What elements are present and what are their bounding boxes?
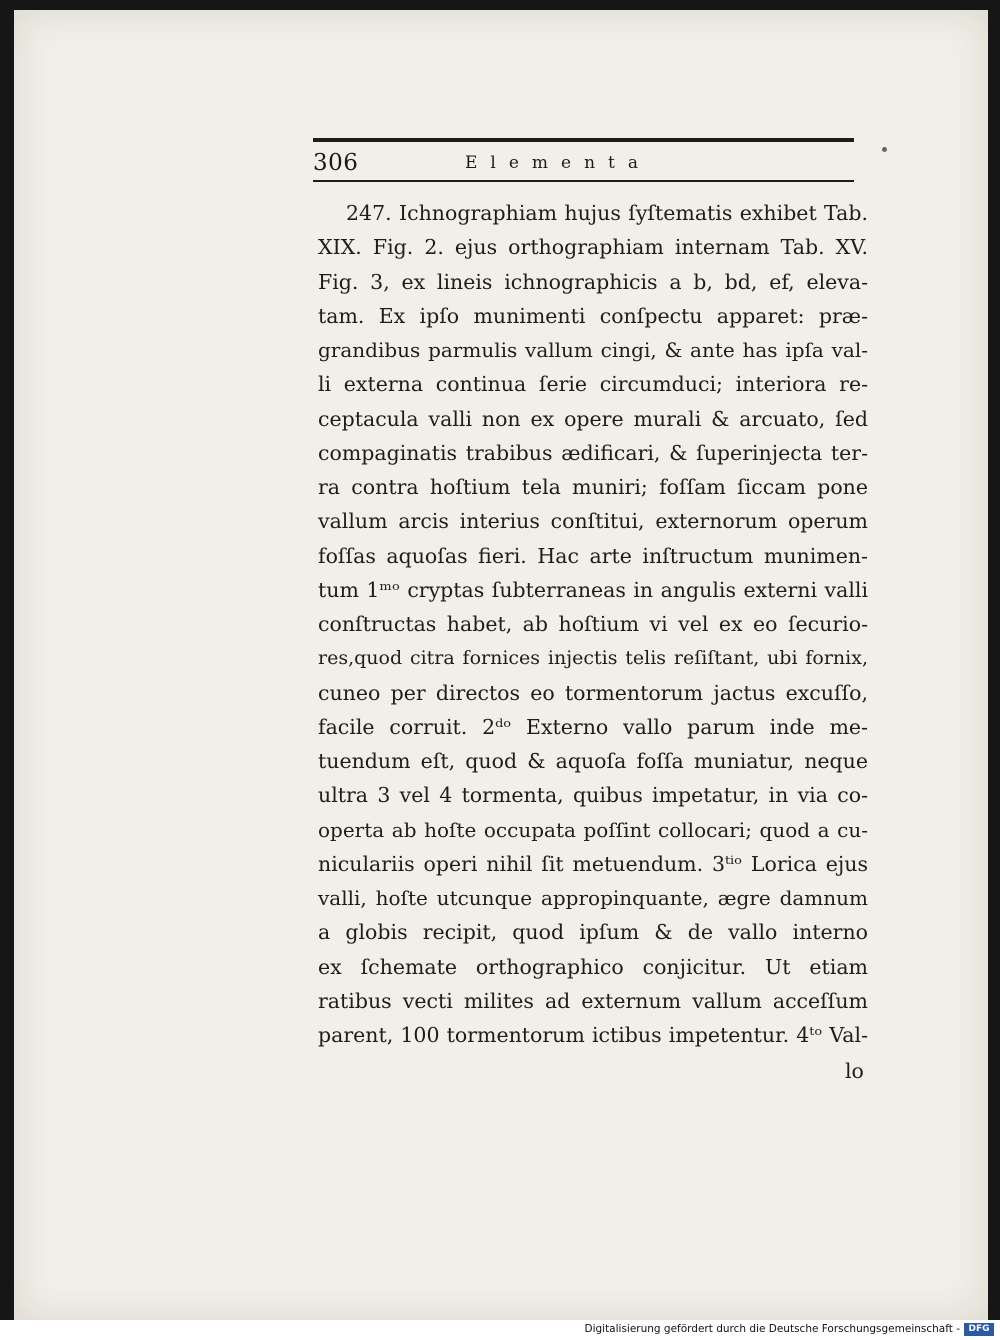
text-line: facile corruit. 2ᵈᵒ Externo vallo parum inde me- — [318, 714, 868, 739]
text-line: 247. Ichnographiam hujus ſyſtematis exhibet Tab. — [346, 201, 868, 225]
header-rule-bottom — [313, 180, 854, 182]
text-line: operta ab hoſte occupata poſſint collocari; quod a cu- — [318, 817, 868, 842]
text-line: Fig. 3, ex lineis ichnographicis a b, bd, ef, eleva- — [318, 269, 868, 294]
text-line: ratibus vecti milites ad externum vallum acceſſum — [318, 988, 868, 1013]
text-line: conſtructas habet, ab hoſtium vi vel ex eo ſecurio- — [318, 612, 868, 636]
running-head: Elementa — [465, 153, 652, 173]
text-line: ultra 3 vel 4 tormenta, quibus impetatur, in via co- — [318, 783, 868, 808]
catchword: lo — [845, 1059, 864, 1083]
text-line: grandibus parmulis vallum cingi, & ante has ipſa val- — [318, 338, 868, 362]
text-line: res,quod citra fornices injectis telis reſiſtant, ubi fornix, — [318, 647, 868, 670]
text-line: li externa continua ſerie circumduci; interiora re- — [318, 372, 868, 397]
text-line: ra contra hoſtium tela muniri; foſſam ſiccam pone — [318, 475, 868, 499]
text-line: ex ſchemate orthographico conjicitur. Ut etiam — [318, 954, 868, 979]
text-line: vallum arcis interius conſtitui, externorum operum — [318, 509, 868, 534]
text-line: parent, 100 tormentorum ictibus impetentur. 4ᵗᵒ Val- — [318, 1023, 868, 1047]
page-number: 306 — [313, 150, 359, 176]
text-line: compaginatis trabibus ædificari, & ſuperinjecta ter- — [318, 440, 868, 465]
text-line: valli, hoſte utcunque appropinquante, ægre damnum — [318, 886, 868, 910]
text-line: a globis recipit, quod ipſum & de vallo interno — [318, 920, 868, 945]
text-line: niculariis operi nihil ſit metuendum. 3ᵗⁱᵒ Lorica ejus — [318, 851, 868, 876]
text-line: foſſas aquoſas fieri. Hac arte inſtructum munimen- — [318, 543, 868, 568]
header-rule-top — [313, 138, 854, 142]
text-line: tam. Ex ipſo munimenti conſpectu apparet: præ- — [318, 303, 868, 328]
text-line: tuendum eſt, quod & aquoſa foſſa muniatur, neque — [318, 749, 868, 773]
dfg-logo: DFG — [964, 1323, 994, 1336]
text-line: tum 1ᵐᵒ cryptas ſubterraneas in angulis externi valli — [318, 577, 868, 602]
paper-speck — [882, 147, 887, 152]
text-line: ceptacula valli non ex opere murali & arcuato, ſed — [318, 406, 868, 431]
body-text — [318, 196, 868, 1052]
text-line: XIX. Fig. 2. ejus orthographiam internam Tab. XV. — [318, 235, 868, 260]
text-line: cuneo per directos eo tormentorum jactus excuſſo, — [318, 680, 868, 705]
funding-notice: Digitalisierung gefördert durch die Deutsche Forschungsgemeinschaft - — [584, 1323, 960, 1335]
